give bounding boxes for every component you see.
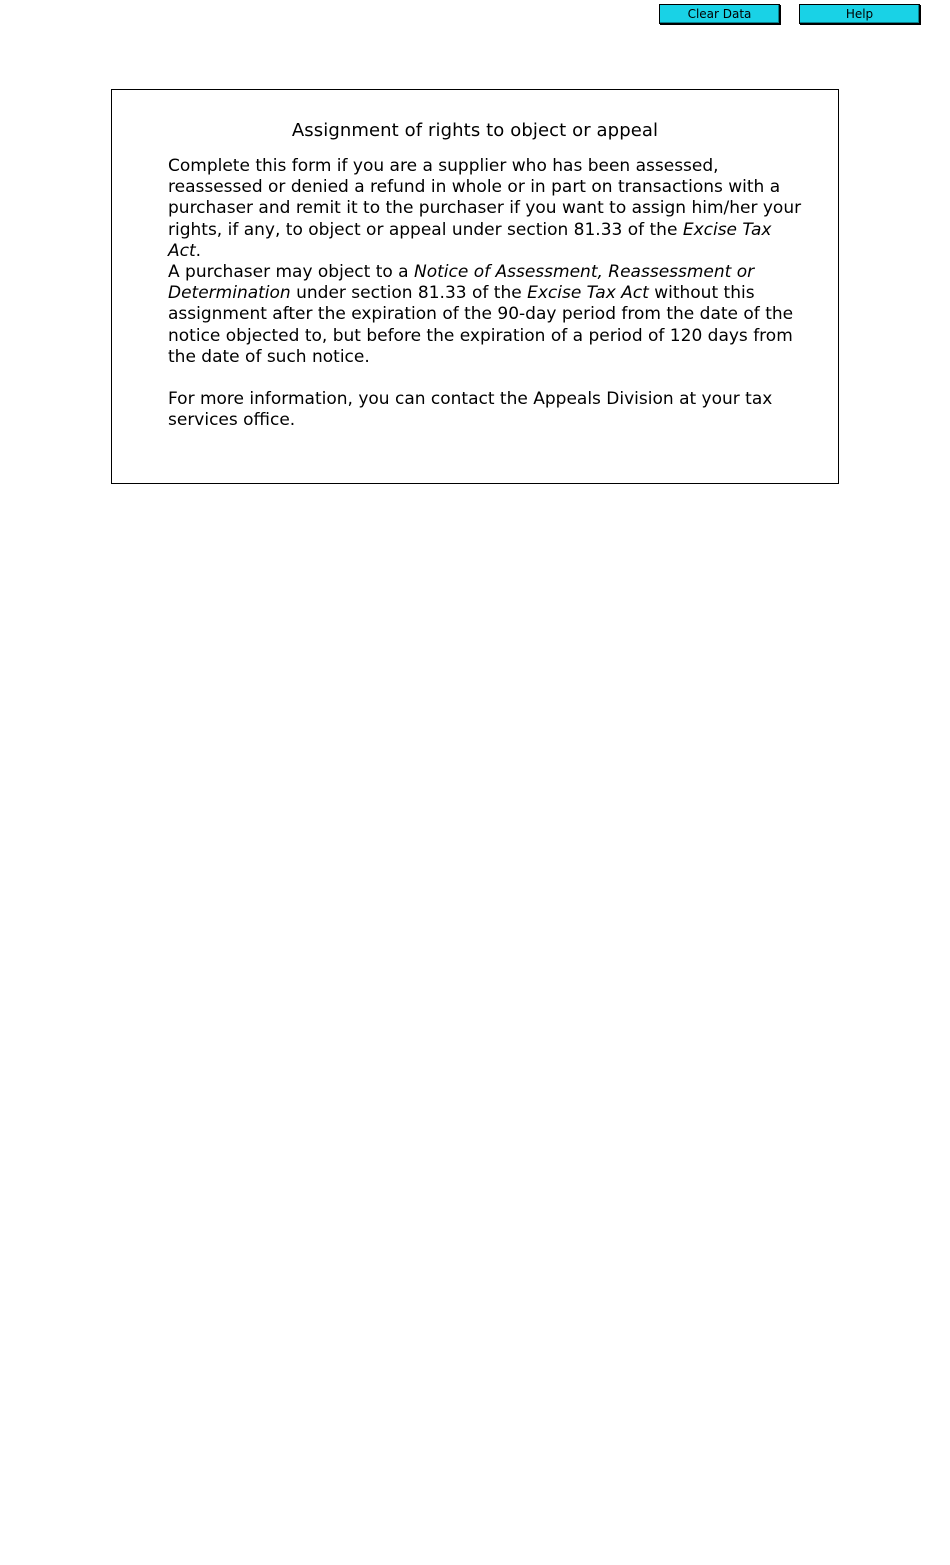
instructions-paragraph-3: For more information, you can contact the Appeals Division at your tax services office. xyxy=(168,389,773,431)
paragraph-2-text-b: under section 81.33 of the xyxy=(290,283,528,304)
instructions-paragraph-1 xyxy=(168,156,808,262)
paragraph-2-text-a: A purchaser may object to a xyxy=(168,262,414,282)
instructions-paragraph-2 xyxy=(168,262,808,368)
clear-data-button[interactable]: Clear Data xyxy=(659,4,780,24)
excise-tax-act-reference: Excise Tax Act xyxy=(527,283,649,304)
paragraph-1-text-a: Complete this form if you are a supplier who has been assessed, reassessed or denied a refund in whole or in part on transactions with a purchaser and remit it to the purchaser if you want to assign him/her your rights, if any, to object or appeal under section 81.33 of the xyxy=(168,156,802,240)
notice-name-reference: Notice of Assessment, Reassessment or Determination xyxy=(168,262,755,304)
paragraph-2-text-c: without this assignment after the expiration of the 90-day period from the date of the notice objected to, but before the expiration of a period of 120 days from the date of such notice. xyxy=(168,283,794,367)
help-button[interactable]: Help xyxy=(799,4,920,24)
form-title: Assignment of rights to object or appeal xyxy=(291,120,659,141)
instructions-box xyxy=(111,89,839,484)
paragraph-1-text-b: . xyxy=(195,240,202,261)
excise-tax-act-reference: Excise Tax Act xyxy=(168,219,772,261)
